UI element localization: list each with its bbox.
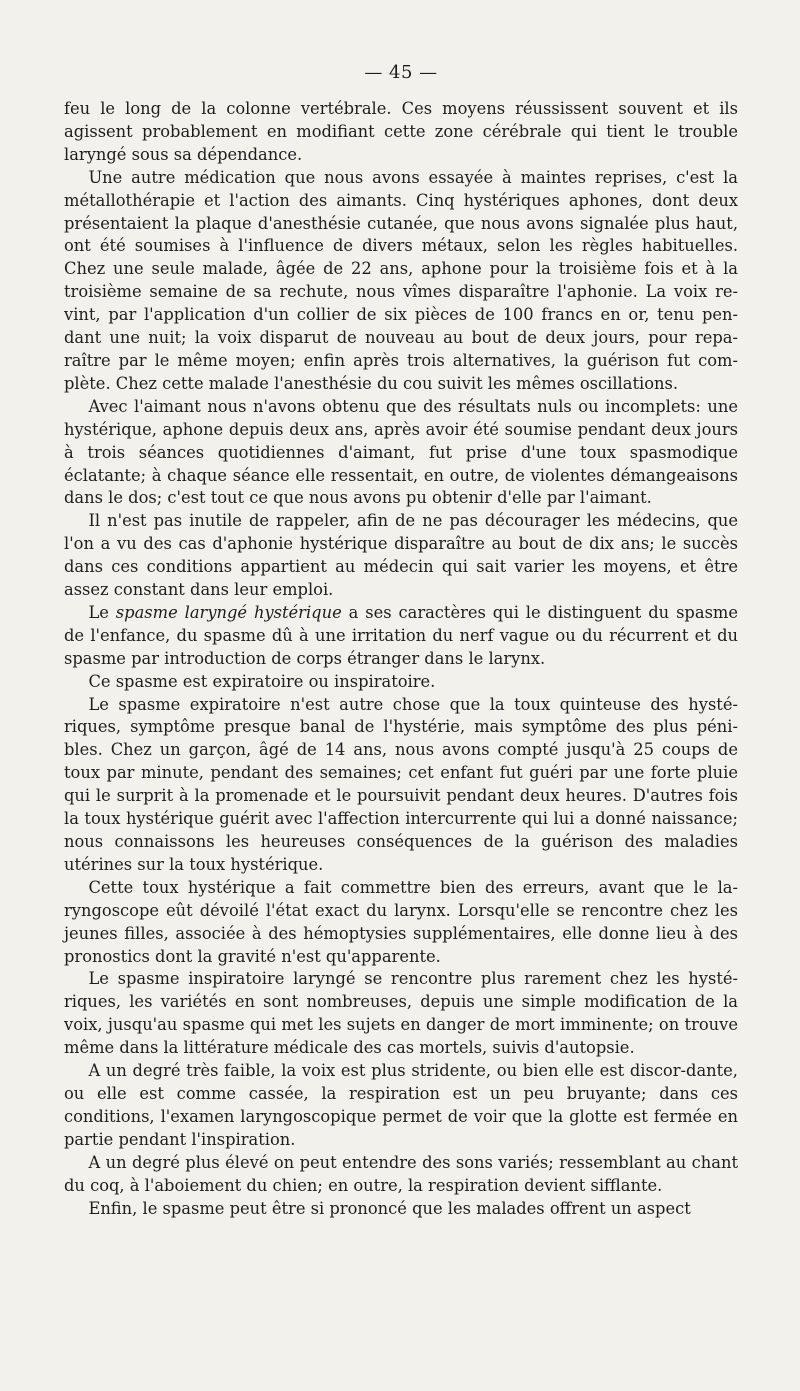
spasm-text-before: Le bbox=[88, 602, 116, 622]
paragraph-hysterical-cough: Cette toux hystérique a fait commettre bien des erreurs, avant que le la-ryngoscope eût dévoilé l'état exact du larynx. Lorsqu'elle se rencontre chez les jeunes filles, associée à des hémoptysies supplémentaires, elle donne lieu à des pronostics dont la gravité n'est qu'apparente. bbox=[64, 877, 738, 966]
paragraph-pronounced-spasm: Enfin, le spasme peut être si prononcé que les malades offrent un aspect bbox=[88, 1198, 691, 1218]
paragraph-expiratory-spasm: Le spasme expiratoire n'est autre chose que la toux quinteuse des hysté-riques, symptôme presque banal de l'hystérie, mais symptôme des plus péni-bles. Chez un garçon, âgé de 14 ans, nous avons compté jusqu'à 25 coups de toux par minute, pendant des semaines; cet enfant fut guéri par une forte pluie qui le surprit à la promenade et le poursuivit pendant deux heures. D'autres fois la toux hystérique guérit avec l'affection intercurrente qui lui a donné naissance; nous connaissons les heureuses conséquences de la guérison des maladies utérines sur la toux hystérique. bbox=[64, 694, 738, 874]
spasm-emphasis: spasme laryngé hystérique bbox=[115, 602, 342, 622]
paragraph-spasm-definition bbox=[64, 602, 738, 671]
paragraph-spasm-types: Ce spasme est expiratoire ou inspiratoire. bbox=[88, 671, 436, 691]
paragraph-continuation: feu le long de la colonne vertébrale. Ces moyens réussissent souvent et ils agissent probablement en modifiant cette zone cérébrale qui tient le trouble laryngé sous sa dépendance. bbox=[64, 99, 738, 164]
paragraph-higher-degree: A un degré plus élevé on peut entendre des sons variés; ressemblant au chant du coq, à l'aboiement du chien; en outre, la respiration devient sifflante. bbox=[64, 1152, 738, 1195]
body-text bbox=[64, 98, 738, 1220]
paragraph-weak-degree: A un degré très faible, la voix est plus stridente, ou bien elle est discor-dante, ou elle est comme cassée, la respiration est un peu bruyante; dans ces conditions, l'examen laryngoscopique permet de voir que la glotte est fermée en partie pendant l'inspiration. bbox=[64, 1061, 738, 1149]
paragraph-reminder: Il n'est pas inutile de rappeler, afin de ne pas décourager les médecins, que l'on a vu des cas d'aphonie hystérique disparaître au bout de dix ans; le succès dans ces conditions appartient au médecin qui sait varier les moyens, et être assez constant dans leur emploi. bbox=[64, 511, 738, 600]
paragraph-metallotherapy: Une autre médication que nous avons essayée à maintes reprises, c'est la métallothérapie et l'action des aimants. Cinq hystériques aphones, dont deux présentaient la plaque d'anesthésie cutanée, que nous avons signalée plus haut, ont été soumises à l'influence de divers métaux, selon les règles habituelles. Chez une seule malade, âgée de 22 ans, aphone pour la troisième fois et à la troisième semaine de sa rechute, nous vîmes disparaître l'aphonie. La voix re-vint, par l'application d'un collier de six pièces de 100 francs en or, tenu pen-dant une nuit; la voix disparut de nouveau au bout de deux jours, pour repa-raître par le même moyen; enfin après trois alternatives, la guérison fut com-plète. Chez cette malade l'anesthésie du cou suivit les mêmes oscillations. bbox=[64, 167, 738, 393]
paragraph-inspiratory-spasm: Le spasme inspiratoire laryngé se rencontre plus rarement chez les hysté-riques, les variétés en sont nombreuses, depuis une simple modification de la voix, jusqu'au spasme qui met les sujets en danger de mort imminente; on trouve même dans la littérature médicale des cas mortels, suivis d'autopsie. bbox=[64, 969, 738, 1058]
paragraph-magnet: Avec l'aimant nous n'avons obtenu que des résultats nuls ou incomplets: une hystérique, aphone depuis deux ans, après avoir été soumise pendant deux jours à trois séances quotidiennes d'aimant, fut prise d'une toux spasmodique éclatante; à chaque séance elle ressentait, en outre, de violentes démangeaisons dans le dos; c'est tout ce que nous avons pu obtenir d'elle par l'aimant. bbox=[64, 396, 738, 508]
spasm-text-after: a ses caractères qui le distinguent du spasme de l'enfance, du spasme dû à une irritation du nerf vague ou du récurrent et du spasme par introduction de corps étranger dans le larynx. bbox=[64, 602, 738, 668]
page-number: — 45 — bbox=[364, 62, 438, 83]
